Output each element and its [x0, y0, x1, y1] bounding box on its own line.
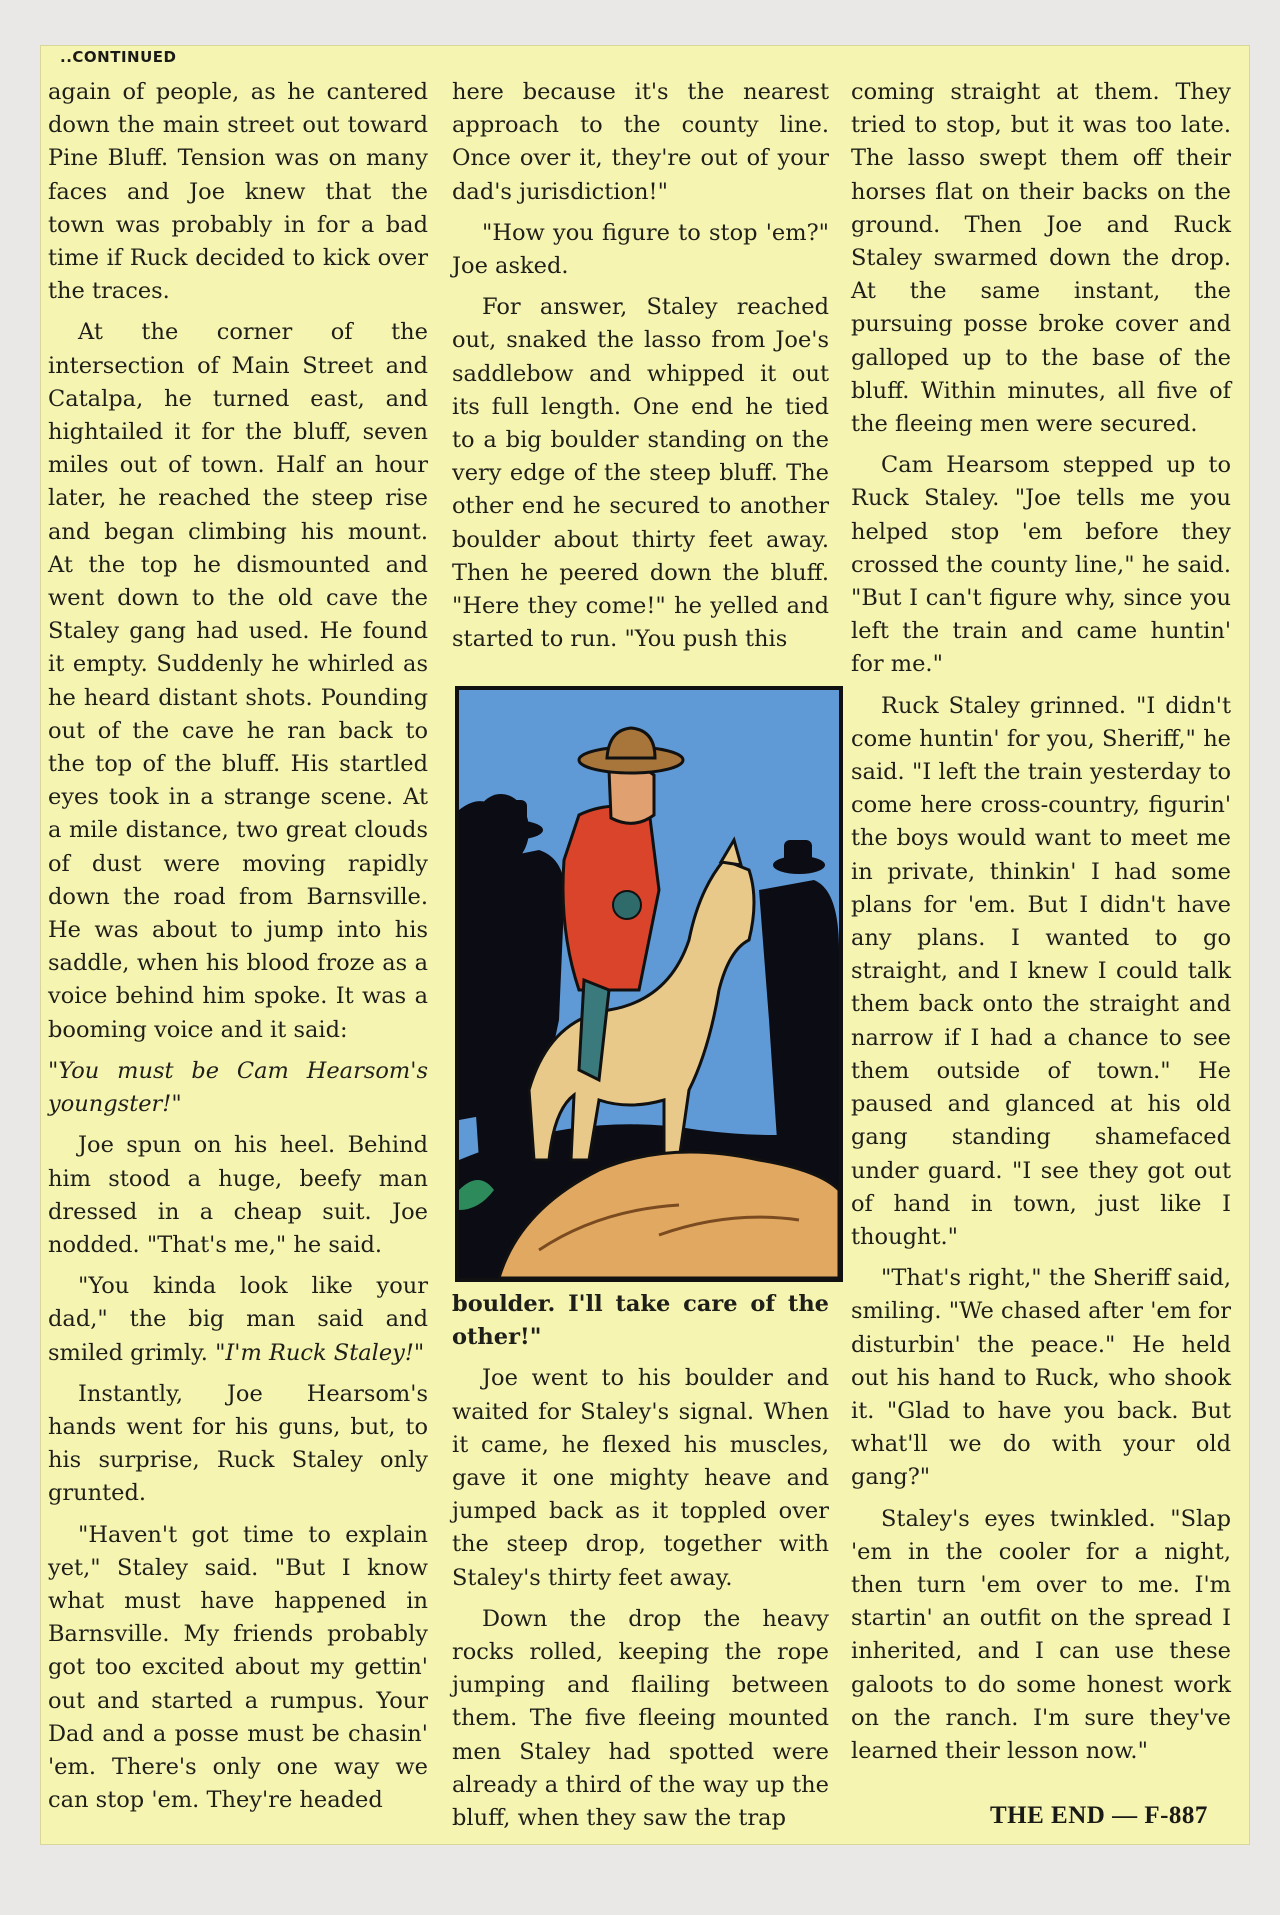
text-column-2-bottom — [452, 1288, 829, 1843]
paragraph: boulder. I'll take care of the other!" — [452, 1291, 829, 1351]
text-column-2-top — [452, 76, 829, 664]
paragraph-italic-quote: "You must be Cam Hearsom's youngster!" — [48, 1057, 428, 1118]
paragraph: again of people, as he cantered down the main street out toward Pine Bluff. Tension was on many faces and Joe knew that the town was probably in for a bad time if Ruck decided to kick over the traces. — [48, 79, 428, 305]
paragraph: coming straight at them. They tried to stop, but it was too late. The lasso swept them off their horses flat on their backs on the ground. Then Joe and Ruck Staley swarmed down the drop. At the same instant, the pursuing posse broke cover and galloped up to the base of the bluff. Within minutes, all five of the fleeing men were secured. — [851, 79, 1231, 438]
paragraph: At the corner of the intersection of Main Street and Catalpa, he turned east, and hightailed it for the bluff, seven miles out of town. Half an hour later, he reached the steep rise and began climbing his mount. At the top he dismounted and went down to the old cave the Staley gang had used. He found it empty. Suddenly he whirled as he heard distant shots. Pounding out of the cave he ran back to the top of the bluff. His startled eyes took in a strange scene. At a mile distance, two great clouds of dust were moving rapidly down the road from Barnsville. He was about to jump into his saddle, when his blood froze as a voice behind him spoke. It was a booming voice and it said: — [48, 319, 428, 1043]
paragraph: Joe spun on his heel. Behind him stood a huge, beefy man dressed in a cheap suit. Joe nodded. "That's me," he said. — [48, 1132, 428, 1258]
the-end-label: THE END — F-887 — [990, 1802, 1208, 1829]
text-column-1 — [48, 76, 428, 1825]
paragraph: Joe went to his boulder and waited for Staley's signal. When it came, he flexed his muscles, gave it one mighty heave and jumped back as it toppled over the steep drop, together with Staley's thirty feet away. — [452, 1365, 829, 1591]
paragraph: Down the drop the heavy rocks rolled, keeping the rope jumping and flailing between them. The five fleeing mounted men Staley had spotted were already a third of the way up the bluff, when they saw the trap — [452, 1605, 829, 1832]
paragraph: Staley's eyes twinkled. "Slap 'em in the cooler for a night, then turn 'em over to me. I'm startin' an outfit on the spread I inherited, and I can use these galoots to do some honest work on the ranch. I'm sure they've learned their lesson now." — [851, 1505, 1231, 1764]
paragraph: "That's right," the Sheriff said, smiling. "We chased after 'em for disturbin' the peace." He held out his hand to Ruck, who shook it. "Glad to have you back. But what'll we do with your old gang?" — [851, 1265, 1231, 1491]
paragraph: Instantly, Joe Hearsom's hands went for his guns, but, to his surprise, Ruck Staley only grunted. — [48, 1380, 428, 1507]
illustration-panel — [455, 686, 843, 1282]
text-column-3 — [851, 76, 1231, 1776]
paragraph: For answer, Staley reached out, snaked the lasso from Joe's saddlebow and whipped it out its full length. One end he tied to a big boulder standing on the very edge of the steep bluff. The other end he secured to another boulder about thirty feet away. Then he peered down the bluff. "Here they come!" he yelled and started to run. "You push this — [452, 294, 829, 653]
paragraph: Ruck Staley grinned. "I didn't come huntin' for you, Sheriff," he said. "I left the train yesterday to come here cross-country, figurin' the boys would want to meet me in private, thinkin' I had some plans for 'em. But I didn't have any plans. I wanted to go straight, and I knew I could talk them back onto the straight and narrow if I had a chance to see them outside of town." He paused and glanced at his old gang standing shamefaced under guard. "I see they got out of hand in town, just like I thought." — [851, 692, 1231, 1250]
paragraph: here because it's the nearest approach to the county line. Once over it, they're out of your dad's jurisdiction!" — [452, 79, 829, 205]
italic-quote: "I'm Ruck Staley!" — [215, 1339, 425, 1366]
paragraph: Cam Hearsom stepped up to Ruck Staley. "Joe tells me you helped stop 'em before they crossed the county line," he said. "But I can't figure why, since you left the train and came huntin' for me." — [851, 452, 1231, 678]
rider-red-shirt — [563, 806, 659, 990]
cowboy-on-horse-illustration — [459, 690, 839, 1278]
paragraph: "Haven't got time to explain yet," Staley said. "But I know what must have happened in Barnsville. My friends probably got too excited about my gettin' out and started a rumpus. Your Dad and a posse must be chasin' 'em. There's only one way we can stop 'em. They're headed — [48, 1521, 428, 1814]
paragraph: "How you figure to stop 'em?" Joe asked. — [452, 219, 829, 280]
paragraph-text: "You kinda look like your dad," the big man said and smiled grimly. — [48, 1273, 428, 1366]
rider-gloves — [613, 891, 641, 919]
rider-face — [609, 766, 654, 823]
paragraph — [48, 1270, 428, 1370]
continued-label: ..CONTINUED — [60, 48, 177, 66]
